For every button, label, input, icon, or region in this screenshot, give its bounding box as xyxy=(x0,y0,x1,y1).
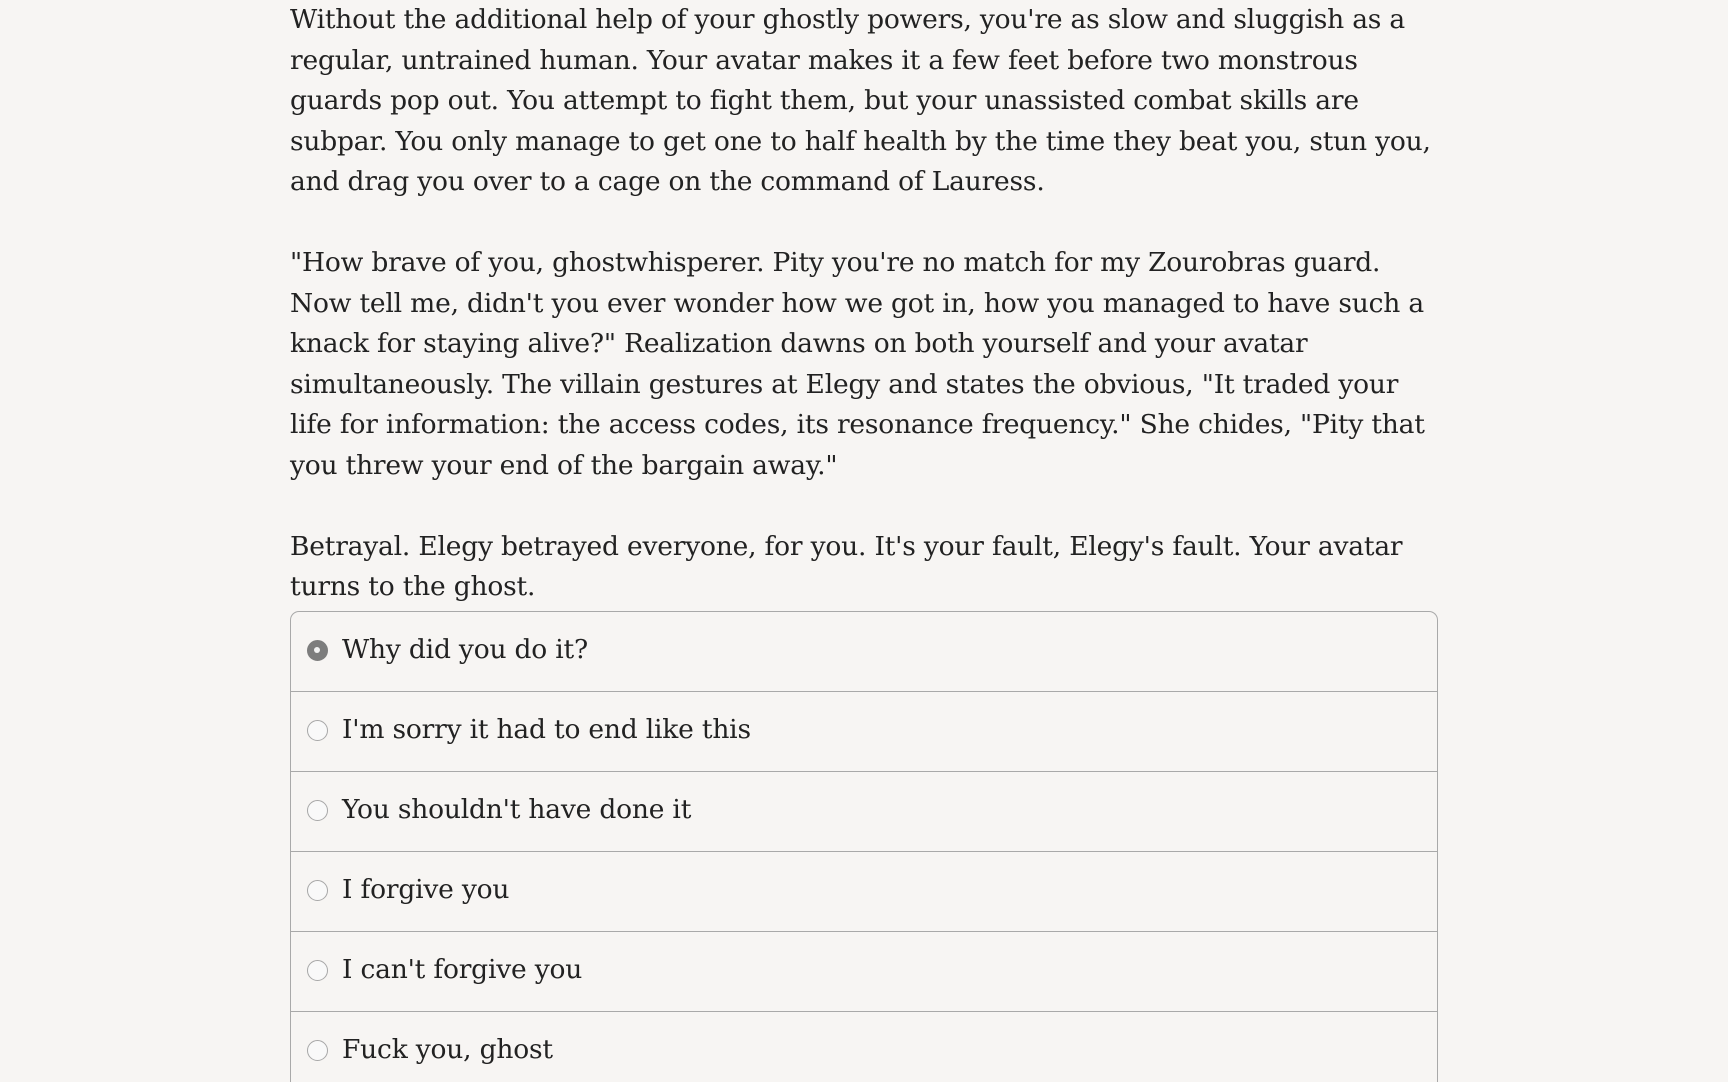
radio-button[interactable] xyxy=(307,720,328,741)
choice-option[interactable] xyxy=(291,1012,1437,1082)
radio-button[interactable] xyxy=(307,1040,328,1061)
story-paragraph: Betrayal. Elegy betrayed everyone, for you. It's your fault, Elegy's fault. Your avatar turns to the ghost. xyxy=(290,530,1403,602)
game-page xyxy=(290,0,1438,1065)
radio-button[interactable] xyxy=(307,880,328,901)
radio-button-selected[interactable] xyxy=(307,640,328,661)
choice-label: You shouldn't have done it xyxy=(342,794,692,825)
choice-option[interactable] xyxy=(291,692,1437,772)
choice-label: I'm sorry it had to end like this xyxy=(342,714,751,745)
choice-option[interactable] xyxy=(291,852,1437,932)
choice-option[interactable] xyxy=(291,772,1437,852)
choice-label: Fuck you, ghost xyxy=(342,1034,553,1065)
choice-list xyxy=(290,611,1438,1082)
choice-label: I forgive you xyxy=(342,874,510,905)
choice-option[interactable] xyxy=(291,612,1437,692)
radio-button[interactable] xyxy=(307,960,328,981)
story-paragraph: "How brave of you, ghostwhisperer. Pity you're no match for my Zourobras guard. Now tell me, didn't you ever wonder how we got in, how you managed to have such a knack for staying alive?" Realization dawns on both yourself and your avatar simultaneously. The villain gestures at Elegy and states the obvious, "It traded your life for information: the access codes, its resonance frequency." She chides, "Pity that you threw your end of the bargain away." xyxy=(290,247,1425,481)
choice-option[interactable] xyxy=(291,932,1437,1012)
radio-button[interactable] xyxy=(307,800,328,821)
choice-label: Why did you do it? xyxy=(342,634,589,665)
story-text xyxy=(290,0,1438,608)
choice-label: I can't forgive you xyxy=(342,954,583,985)
story-paragraph: Without the additional help of your ghostly powers, you're as slow and sluggish as a regular, untrained human. Your avatar makes it a few feet before two monstrous guards pop out. You attempt to fight them, but your unassisted combat skills are subpar. You only manage to get one to half health by the time they beat you, stun you, and drag you over to a cage on the command of Lauress. xyxy=(290,4,1431,197)
